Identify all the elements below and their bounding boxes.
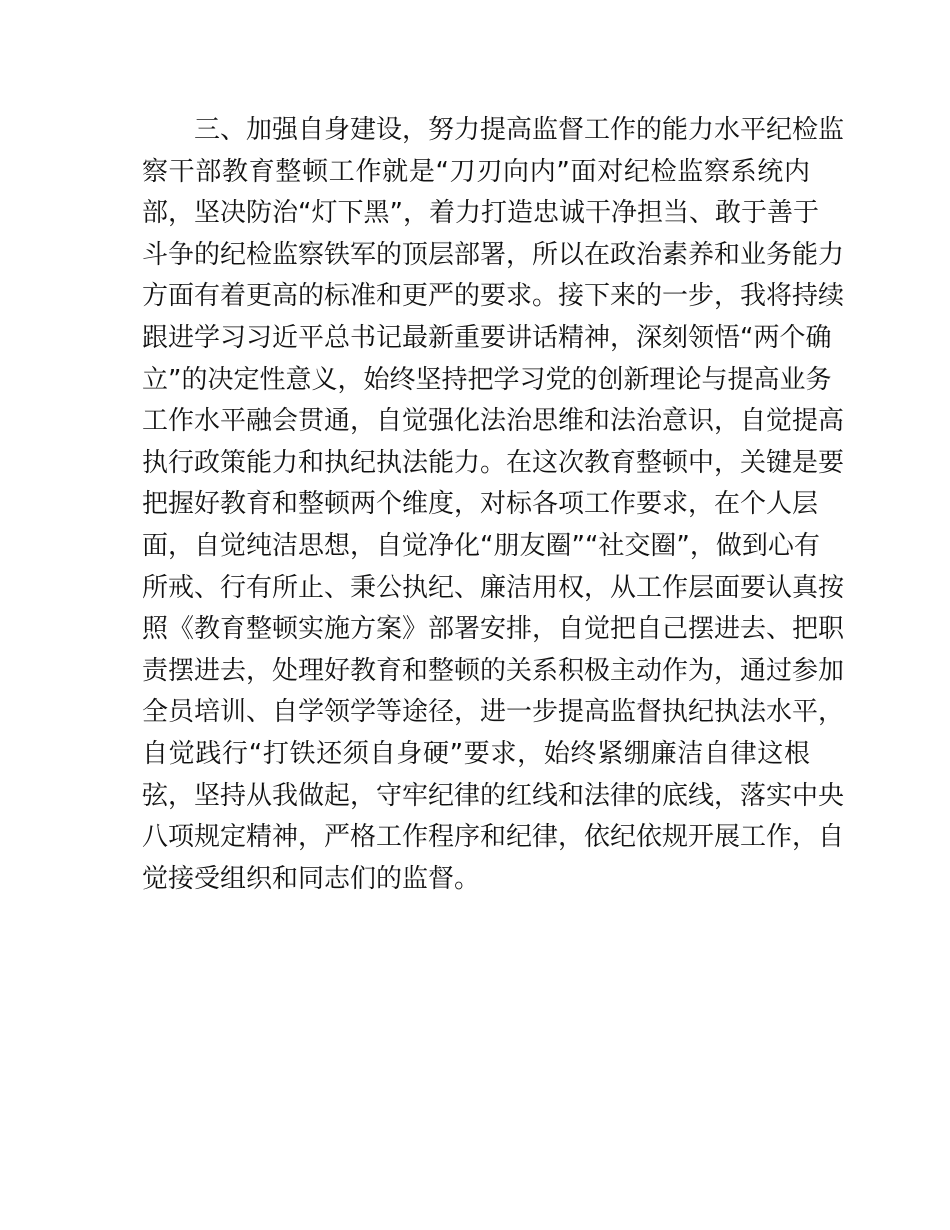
text-line: 照《教育整顿实施方案》部署安排，自觉把自己摆进去、把职: [142, 614, 845, 645]
text-line: 方面有着更高的标准和更严的要求。接下来的一步，我将持续: [142, 281, 845, 312]
text-line: 面，自觉纯洁思想，自觉净化“朋友圈”“社交圈”，做到心有: [142, 530, 820, 561]
text-line: 执行政策能力和执纪执法能力。在这次教育整顿中，关键是要: [142, 447, 845, 478]
text-line: 责摆进去，处理好教育和整顿的关系积极主动作为，通过参加: [142, 655, 845, 686]
text-line: 弦，坚持从我做起，守牢纪律的红线和法律的底线，落实中央: [142, 780, 845, 811]
text-line: 全员培训、自学领学等途径，进一步提高监督执纪执法水平，: [142, 697, 845, 728]
text-line: 觉接受组织和同志们的监督。: [142, 863, 481, 894]
text-line: 工作水平融会贯通，自觉强化法治思维和法治意识，自觉提高: [142, 406, 845, 437]
text-line: 立”的决定性意义，始终坚持把学习党的创新理论与提高业务: [142, 364, 832, 395]
text-line: 部，坚决防治“灯下黑”，着力打造忠诚干净担当、敢于善于: [142, 198, 819, 229]
text-line: 所戒、行有所止、秉公执纪、廉洁用权，从工作层面要认真按: [142, 572, 845, 603]
document-paragraph: [142, 110, 845, 900]
text-line: 斗争的纪检监察铁军的顶层部署，所以在政治素养和业务能力: [142, 239, 845, 270]
text-line: 三、加强自身建设，努力提高监督工作的能力水平纪检监: [194, 115, 845, 145]
text-line: 八项规定精神，严格工作程序和纪律，依纪依规开展工作，自: [142, 822, 845, 853]
text-line: 跟进学习习近平总书记最新重要讲话精神，深刻领悟“两个确: [142, 322, 832, 353]
text-line: 察干部教育整顿工作就是“刀刃向内”面对纪检监察系统内: [142, 156, 810, 187]
text-line: 自觉践行“打铁还须自身硬”要求，始终紧绷廉洁自律这根: [142, 738, 810, 769]
text-line: 把握好教育和整顿两个维度，对标各项工作要求，在个人层: [142, 489, 819, 520]
